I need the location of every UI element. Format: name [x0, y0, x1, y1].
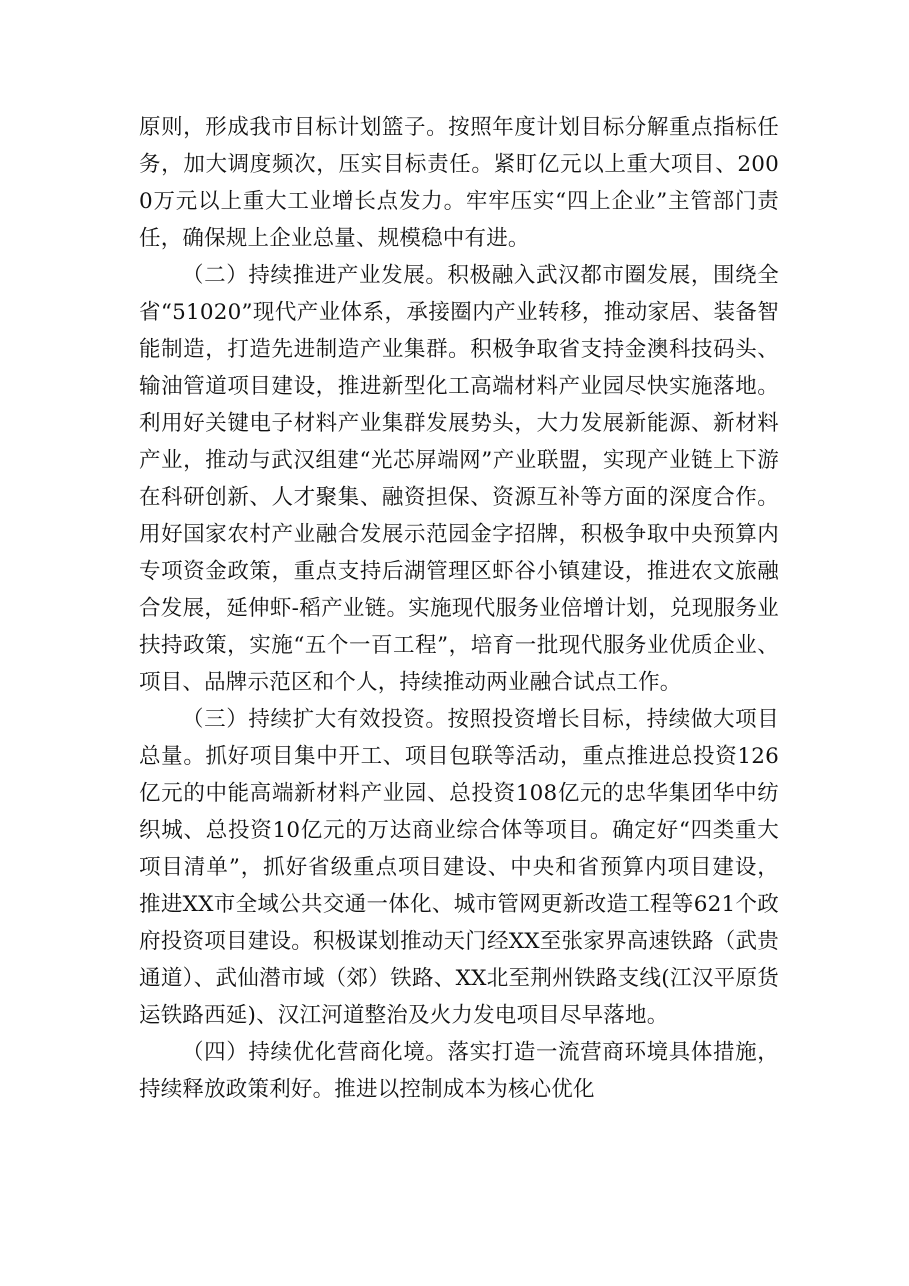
paragraph-1: 原则，形成我市目标计划篮子。按照年度计划目标分解重点指标任务，加大调度频次，压实目标责任。紧盯亿元以上重大项目、2000万元以上重大工业增长点发力。牢牢压实“四上企业”主管部门责任，确保规上企业总量、规模稳中有进。: [139, 115, 779, 251]
paragraph-2: （二）持续推进产业发展。积极融入武汉都市圈发展，围绕全省“51020”现代产业体系，承接圈内产业转移，推动家居、装备智能制造，打造先进制造产业集群。积极争取省支持金澳科技码头、输油管道项目建设，推进新型化工高端材料产业园尽快实施落地。利用好关键电子材料产业集群发展势头，大力发展新能源、新材料产业，推动与武汉组建“光芯屏端网”产业联盟，实现产业链上下游在科研创新、人才聚集、融资担保、资源互补等方面的深度合作。用好国家农村产业融合发展示范园金字招牌，积极争取中央预算内专项资金政策，重点支持后湖管理区虾谷小镇建设，推进农文旅融合发展，延伸虾-稻产业链。实施现代服务业倍增计划，兑现服务业扶持政策，实施“五个一百工程”，培育一批现代服务业优质企业、项目、品牌示范区和个人，持续推动两业融合试点工作。: [139, 263, 779, 695]
paragraph-4: （四）持续优化营商化境。落实打造一流营商环境具体措施，持续释放政策利好。推进以控制成本为核心优化: [139, 1040, 779, 1102]
paragraph-3: （三）持续扩大有效投资。按照投资增长目标，持续做大项目总量。抓好项目集中开工、项目包联等活动，重点推进总投资126亿元的中能高端新材料产业园、总投资108亿元的忠华集团华中纺织城、总投资10亿元的万达商业综合体等项目。确定好“四类重大项目清单”，抓好省级重点项目建设、中央和省预算内项目建设，推进XX市全域公共交通一体化、城市管网更新改造工程等621个政府投资项目建设。积极谋划推动天门经XX至张家界高速铁路（武贵通道）、武仙潜市域（郊）铁路、XX北至荆州铁路支线(江汉平原货运铁路西延)、汉江河道整治及火力发电项目尽早落地。: [139, 707, 779, 1028]
document-page: [139, 109, 779, 1108]
